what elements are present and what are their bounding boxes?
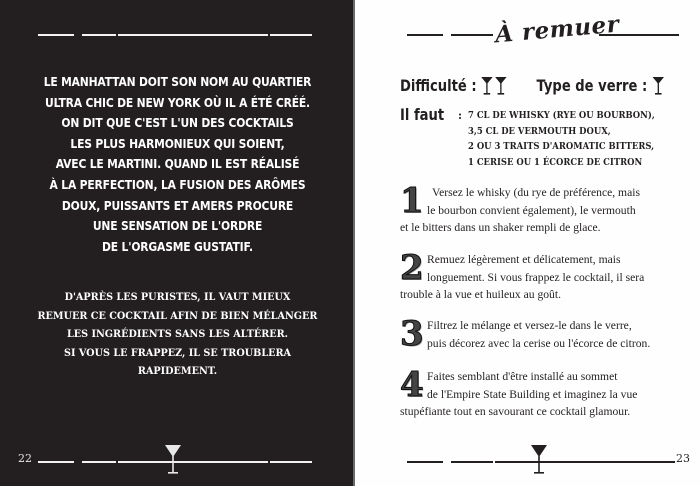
ingredient-item: 2 OU 3 TRAITS D'AROMATIC BITTERS, — [468, 141, 655, 153]
note-line: REMUER CE COCKTAIL AFIN DE BIEN MÉLANGER — [37, 309, 318, 322]
step-line: Filtrez le mélange et versez-le dans le verre, — [427, 319, 632, 332]
ingredients-colon: : — [458, 109, 463, 122]
step-line: de l'Empire State Building et imaginez la vue — [427, 387, 638, 401]
step-line: Remuez légèrement et délicatement, mais — [427, 253, 621, 266]
step-text — [400, 248, 660, 304]
intro-line: AVEC LE MARTINI. QUAND IL EST RÉALISÉ — [55, 156, 300, 172]
intro-line: DOUX, PUISSANTS ET AMERS PROCURE — [61, 197, 294, 213]
glass-type-label: Type de verre : — [536, 76, 648, 95]
intro-line: À LA PERFECTION, LA FUSION DES ARÔMES — [49, 176, 306, 192]
step-2 — [400, 248, 660, 304]
step-line: trouble à la vue et huileux au goût. — [400, 288, 561, 302]
martini-glass-icon — [652, 76, 663, 95]
note-line: LES INGRÉDIENTS SANS LES ALTÉRER. — [66, 328, 289, 341]
step-3 — [400, 314, 660, 354]
recipe-title: À remuer — [494, 10, 621, 49]
ingredients-list — [468, 105, 655, 170]
note-line: RAPIDEMENT. — [137, 365, 218, 378]
step-line: longuement. Si vous frappez le cocktail, il sera — [427, 270, 645, 284]
intro-line: LES PLUS HARMONIEUX QUI SOIENT, — [70, 135, 285, 151]
right-page — [355, 0, 700, 486]
difficulty-rating — [482, 76, 507, 95]
intro-line: UNE SENSATION DE L'ORDRE — [92, 218, 263, 234]
ingredient-item: 1 CERISE OU 1 ÉCORCE DE CITRON — [468, 156, 643, 168]
step-line: le bourbon convient également), le vermouth — [427, 203, 636, 217]
martini-glass-icon — [495, 76, 506, 95]
ingredients-block — [400, 105, 680, 170]
page-number: 22 — [18, 452, 32, 465]
purists-note — [33, 288, 323, 381]
ingredient-item: 7 CL DE WHISKY (RYE OU BOURBON), — [468, 110, 655, 121]
step-line: Versez le whisky (du rye de préférence, mais — [432, 186, 640, 199]
step-text — [400, 181, 660, 237]
step-line: Faites semblant d'être installé au sommet — [427, 370, 618, 383]
ingredient-item: 3,5 CL DE VERMOUTH DOUX, — [468, 125, 611, 137]
note-line: SI VOUS LE FRAPPEZ, IL SE TROUBLERA — [63, 346, 292, 359]
step-text — [400, 365, 660, 421]
intro-line: ON DIT QUE C'EST L'UN DES COCKTAILS — [61, 115, 294, 131]
intro-line: DE L'ORGASME GUSTATIF. — [102, 238, 253, 254]
step-line: puis décorez avec la cerise ou l'écorce de citron. — [427, 336, 651, 350]
step-number: 2 — [400, 248, 424, 288]
step-4 — [400, 365, 660, 421]
note-line: D'APRÈS LES PURISTES, IL VAUT MIEUX — [64, 291, 291, 303]
step-text — [400, 314, 660, 354]
intro-line: ULTRA CHIC DE NEW YORK OÙ IL A ÉTÉ CRÉÉ. — [45, 94, 310, 110]
difficulty-label: Difficulté : — [400, 76, 477, 95]
top-rule — [38, 34, 311, 36]
intro-line: LE MANHATTAN DOIT SON NOM AU QUARTIER — [43, 74, 312, 89]
step-number: 1 — [400, 181, 424, 221]
martini-glass-icon — [482, 76, 493, 95]
page-number: 23 — [676, 452, 690, 465]
step-line: stupéfiante tout en savourant ce cocktail glamour. — [400, 405, 631, 419]
martini-glass-icon — [164, 443, 182, 477]
ingredients-label: Il faut — [400, 105, 445, 124]
step-number: 4 — [400, 365, 424, 405]
step-1 — [400, 181, 660, 237]
step-line: et le bitters dans un shaker rempli de glace. — [400, 221, 601, 235]
step-number: 3 — [400, 314, 424, 354]
intro-paragraph — [42, 72, 313, 257]
recipe-meta — [400, 76, 664, 95]
martini-glass-icon — [530, 443, 548, 477]
